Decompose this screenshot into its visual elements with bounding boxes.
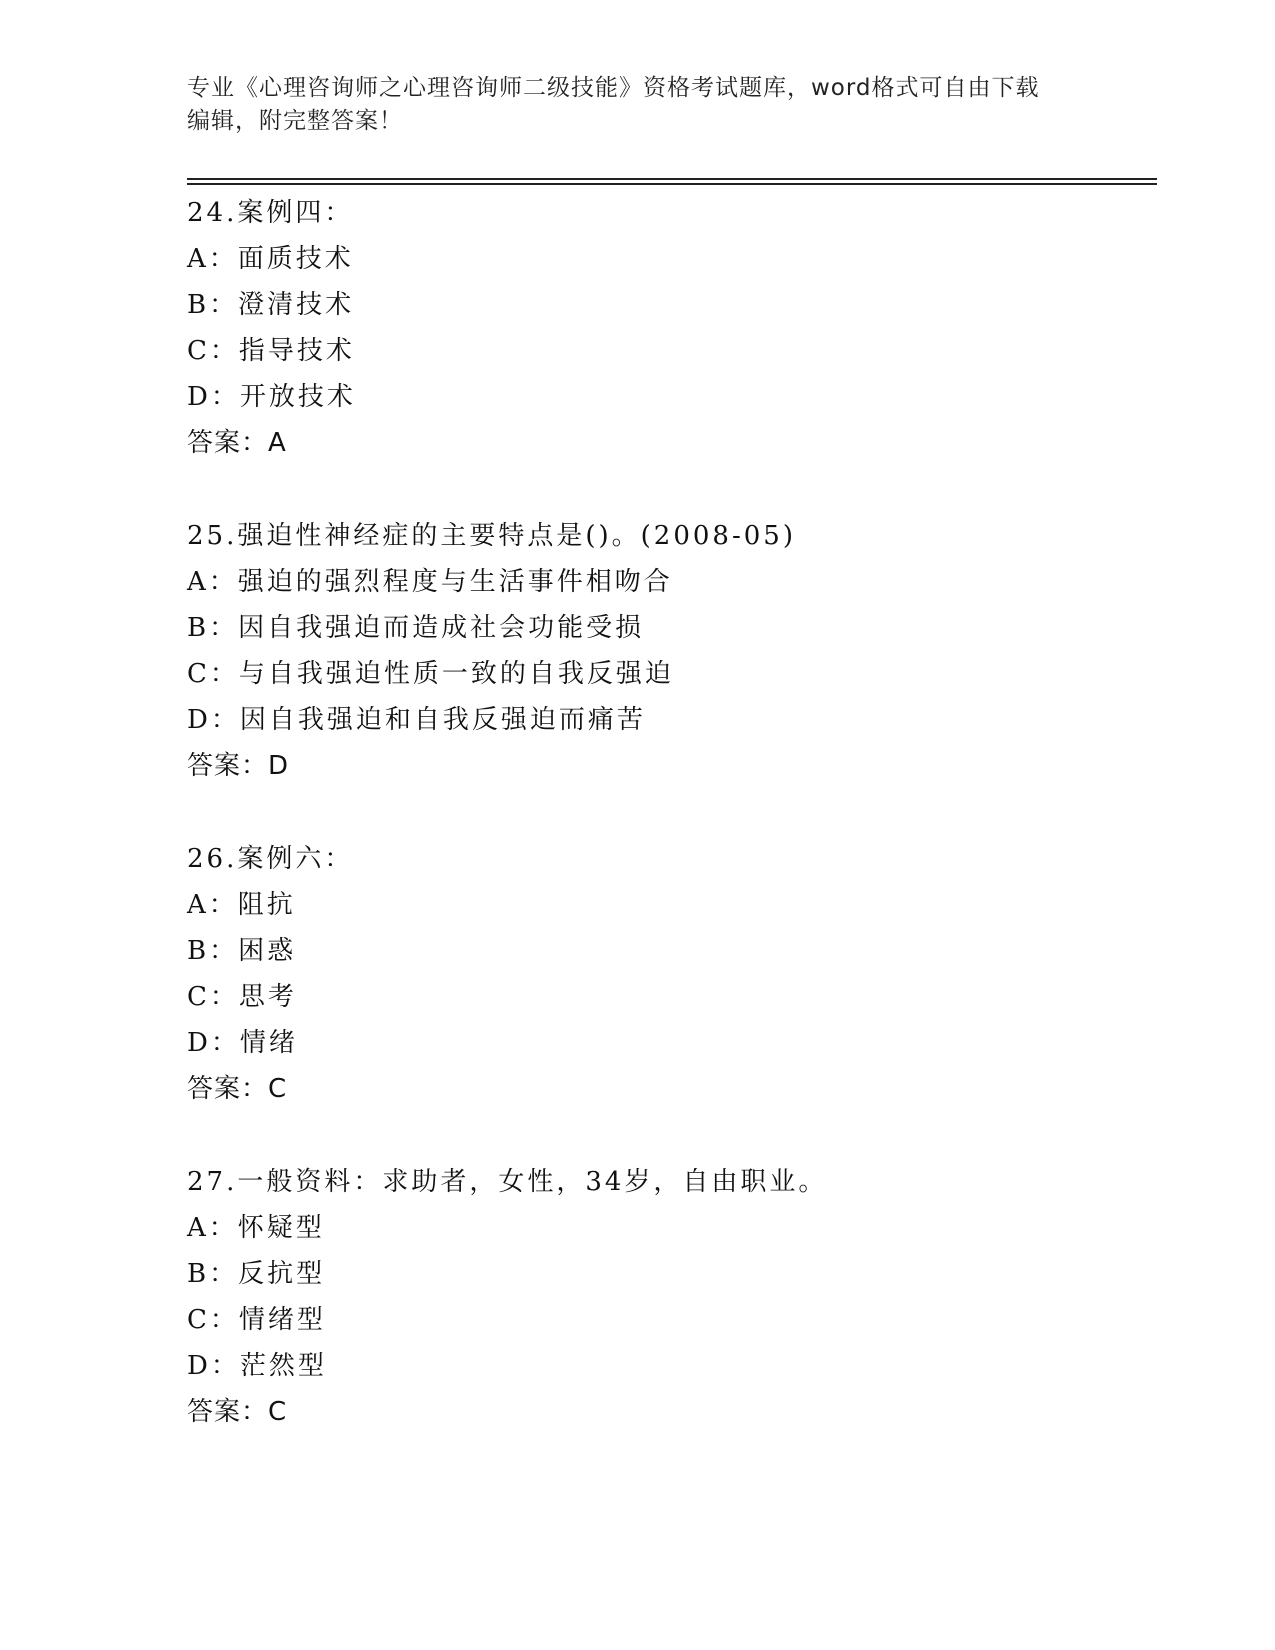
question-title: 25.强迫性神经症的主要特点是()。(2008-05) [187,521,796,551]
option-a: A：强迫的强烈程度与生活事件相吻合 [187,567,673,597]
option-b: B：澄清技术 [187,290,355,320]
question-title: 27.一般资料：求助者，女性，34岁，自由职业。 [187,1167,828,1197]
answer: 答案：C [187,1397,288,1427]
question-list [187,190,1157,1482]
answer: 答案：C [187,1074,288,1104]
option-a: A：阻抗 [187,890,296,920]
option-c: C：情绪型 [187,1305,326,1335]
question-25 [187,513,1157,789]
question-24 [187,190,1157,466]
option-c: C：与自我强迫性质一致的自我反强迫 [187,659,674,689]
question-title: 24.案例四： [187,198,354,228]
option-b: B：困惑 [187,936,297,966]
option-a: A：怀疑型 [187,1213,325,1243]
option-d: D：开放技术 [187,382,356,412]
header-line-2: 编辑，附完整答案！ [187,108,403,134]
option-d: D：因自我强迫和自我反强迫而痛苦 [187,705,646,735]
question-27 [187,1159,1157,1435]
option-b: B：反抗型 [187,1259,326,1289]
option-a: A：面质技术 [187,244,354,274]
option-c: C：思考 [187,982,297,1012]
header-divider-bottom [187,183,1157,185]
header-divider-top [187,178,1157,180]
option-d: D：茫然型 [187,1351,327,1381]
document-header [187,72,1087,138]
option-d: D：情绪 [187,1028,298,1058]
header-line-1: 专业《心理咨询师之心理咨询师二级技能》资格考试题库，word格式可自由下载 [187,75,1040,101]
answer: 答案：A [187,428,287,458]
option-c: C：指导技术 [187,336,355,366]
question-26 [187,836,1157,1112]
option-b: B：因自我强迫而造成社会功能受损 [187,613,645,643]
question-title: 26.案例六： [187,844,354,874]
answer: 答案：D [187,751,290,781]
